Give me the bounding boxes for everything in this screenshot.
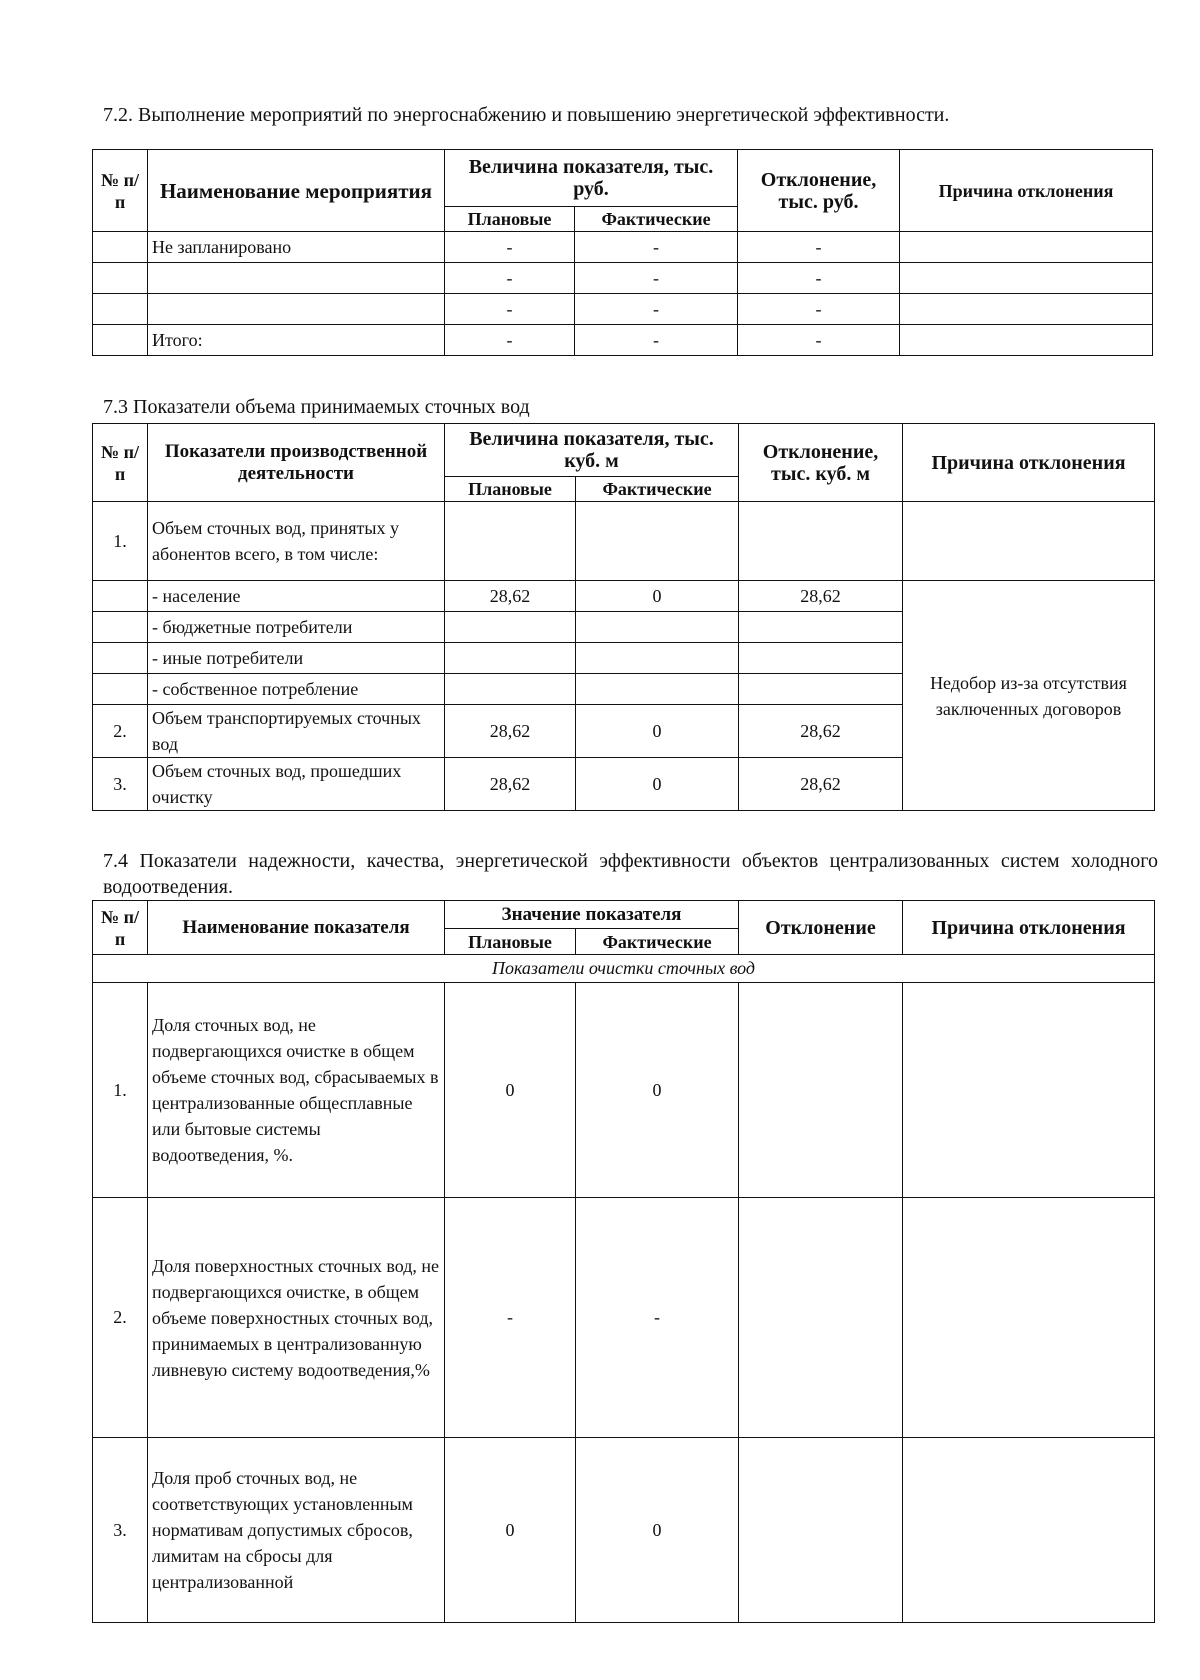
row-name: Доля проб сточных вод, не соответствующих установленным нормативам допустимых сбросов, лимитам на сбросы для централизованной: [148, 1438, 445, 1623]
row-reason: [903, 983, 1155, 1198]
row-deviation: 28,62: [739, 581, 903, 612]
row-fact: -: [575, 325, 738, 356]
row-num: [93, 232, 148, 263]
row-plan: [445, 674, 576, 705]
row-fact: 0: [576, 983, 739, 1198]
row-name: - бюджетные потребители: [148, 612, 445, 643]
header-name: Показатели производственной деятельности: [148, 424, 445, 502]
header-fact: Фактические: [576, 477, 739, 502]
row-deviation: [739, 1438, 903, 1623]
header-deviation: Отклонение, тыс. руб.: [738, 150, 900, 232]
row-deviation: [739, 612, 903, 643]
row-deviation: [739, 643, 903, 674]
header-num: № п/п: [93, 901, 148, 955]
row-plan: -: [445, 232, 575, 263]
row-num: [93, 581, 148, 612]
row-num: 3.: [93, 1438, 148, 1623]
header-name: Наименование показателя: [148, 901, 445, 955]
row-deviation: -: [738, 232, 900, 263]
header-value: Величина показателя, тыс. куб. м: [445, 424, 739, 477]
row-fact: -: [576, 1198, 739, 1438]
table-row: [93, 325, 1153, 356]
row-plan: -: [445, 1198, 576, 1438]
row-name: Объем сточных вод, принятых у абонентов всего, в том числе:: [148, 502, 445, 581]
row-plan: 28,62: [445, 581, 576, 612]
table-row: [93, 294, 1153, 325]
row-fact: 0: [576, 581, 739, 612]
row-deviation: -: [738, 325, 900, 356]
row-fact: 0: [576, 705, 739, 758]
table-7-3: [92, 423, 1155, 811]
header-plan: Плановые: [445, 477, 576, 502]
row-plan: -: [445, 263, 575, 294]
row-plan: [445, 643, 576, 674]
table-row: [93, 1198, 1155, 1438]
row-reason: [900, 294, 1153, 325]
row-num: 2.: [93, 1198, 148, 1438]
section-7-4-heading: 7.4 Показатели надежности, качества, энергетической эффективности объектов централизованных систем холодного водоотведения.: [103, 850, 1158, 898]
table-row: [93, 1438, 1155, 1623]
row-name: Итого:: [148, 325, 445, 356]
header-reason: Причина отклонения: [900, 150, 1153, 232]
header-reason: Причина отклонения: [903, 901, 1155, 955]
table-row: [93, 502, 1155, 581]
row-name: Доля поверхностных сточных вод, не подвергающихся очистке, в общем объеме поверхностных сточных вод, принимаемых в централизованную ливневую систему водоотведения,%: [148, 1198, 445, 1438]
header-deviation: Отклонение, тыс. куб. м: [739, 424, 903, 502]
header-num: № п/п: [93, 150, 148, 232]
row-plan: -: [445, 325, 575, 356]
row-reason: [903, 1198, 1155, 1438]
row-deviation: 28,62: [739, 705, 903, 758]
row-reason: [900, 325, 1153, 356]
row-name: Объем сточных вод, прошедших очистку: [148, 758, 445, 811]
row-deviation: -: [738, 294, 900, 325]
row-name: Доля сточных вод, не подвергающихся очистке в общем объеме сточных вод, сбрасываемых в централизованные общесплавные или бытовые системы водоотведения, %.: [148, 983, 445, 1198]
row-num: 2.: [93, 705, 148, 758]
row-plan: 0: [445, 983, 576, 1198]
row-name: - собственное потребление: [148, 674, 445, 705]
table-row: [93, 983, 1155, 1198]
table-row: [93, 232, 1153, 263]
row-name: Не запланировано: [148, 232, 445, 263]
row-reason: [900, 232, 1153, 263]
row-deviation: [739, 983, 903, 1198]
section-row: Показатели очистки сточных вод: [93, 955, 1155, 983]
row-deviation: 28,62: [739, 758, 903, 811]
header-value: Значение показателя: [445, 901, 739, 929]
row-num: [93, 612, 148, 643]
row-fact: 0: [576, 1438, 739, 1623]
header-num: № п/п: [93, 424, 148, 502]
table-row: [93, 263, 1153, 294]
header-fact: Фактические: [575, 207, 738, 232]
header-name: Наименование мероприятия: [148, 150, 445, 232]
header-plan: Плановые: [445, 929, 576, 955]
table-7-2: [92, 149, 1153, 356]
row-plan: -: [445, 294, 575, 325]
row-reason: [903, 502, 1155, 581]
row-num: [93, 674, 148, 705]
row-plan: 28,62: [445, 705, 576, 758]
row-plan: [445, 612, 576, 643]
row-num: [93, 325, 148, 356]
row-num: 1.: [93, 983, 148, 1198]
row-num: 3.: [93, 758, 148, 811]
row-num: [93, 643, 148, 674]
row-fact: [576, 643, 739, 674]
row-plan: 0: [445, 1438, 576, 1623]
row-plan: [445, 502, 576, 581]
row-name: - население: [148, 581, 445, 612]
header-fact: Фактические: [576, 929, 739, 955]
header-reason: Причина отклонения: [903, 424, 1155, 502]
row-name: Объем транспортируемых сточных вод: [148, 705, 445, 758]
header-value: Величина показателя, тыс. руб.: [445, 150, 738, 207]
row-fact: -: [575, 294, 738, 325]
row-fact: -: [575, 232, 738, 263]
row-deviation: [739, 1198, 903, 1438]
row-num: [93, 263, 148, 294]
row-num: [93, 294, 148, 325]
row-fact: [576, 674, 739, 705]
row-name: [148, 263, 445, 294]
row-fact: [576, 612, 739, 643]
section-7-2-heading: 7.2. Выполнение мероприятий по энергоснабжению и повышению энергетической эффективности.: [103, 104, 950, 126]
row-deviation: [739, 502, 903, 581]
row-fact: -: [575, 263, 738, 294]
row-reason: [900, 263, 1153, 294]
section-7-3-heading: 7.3 Показатели объема принимаемых сточных вод: [103, 396, 530, 418]
row-fact: [576, 502, 739, 581]
row-deviation: [739, 674, 903, 705]
header-deviation: Отклонение: [739, 901, 903, 955]
row-fact: 0: [576, 758, 739, 811]
row-num: 1.: [93, 502, 148, 581]
header-plan: Плановые: [445, 207, 575, 232]
table-7-4: [92, 900, 1155, 1623]
merged-reason-cell: Недобор из-за отсутствия заключенных договоров: [903, 581, 1155, 811]
row-name: [148, 294, 445, 325]
table-row: [93, 581, 1155, 612]
row-deviation: -: [738, 263, 900, 294]
row-name: - иные потребители: [148, 643, 445, 674]
row-reason: [903, 1438, 1155, 1623]
row-plan: 28,62: [445, 758, 576, 811]
